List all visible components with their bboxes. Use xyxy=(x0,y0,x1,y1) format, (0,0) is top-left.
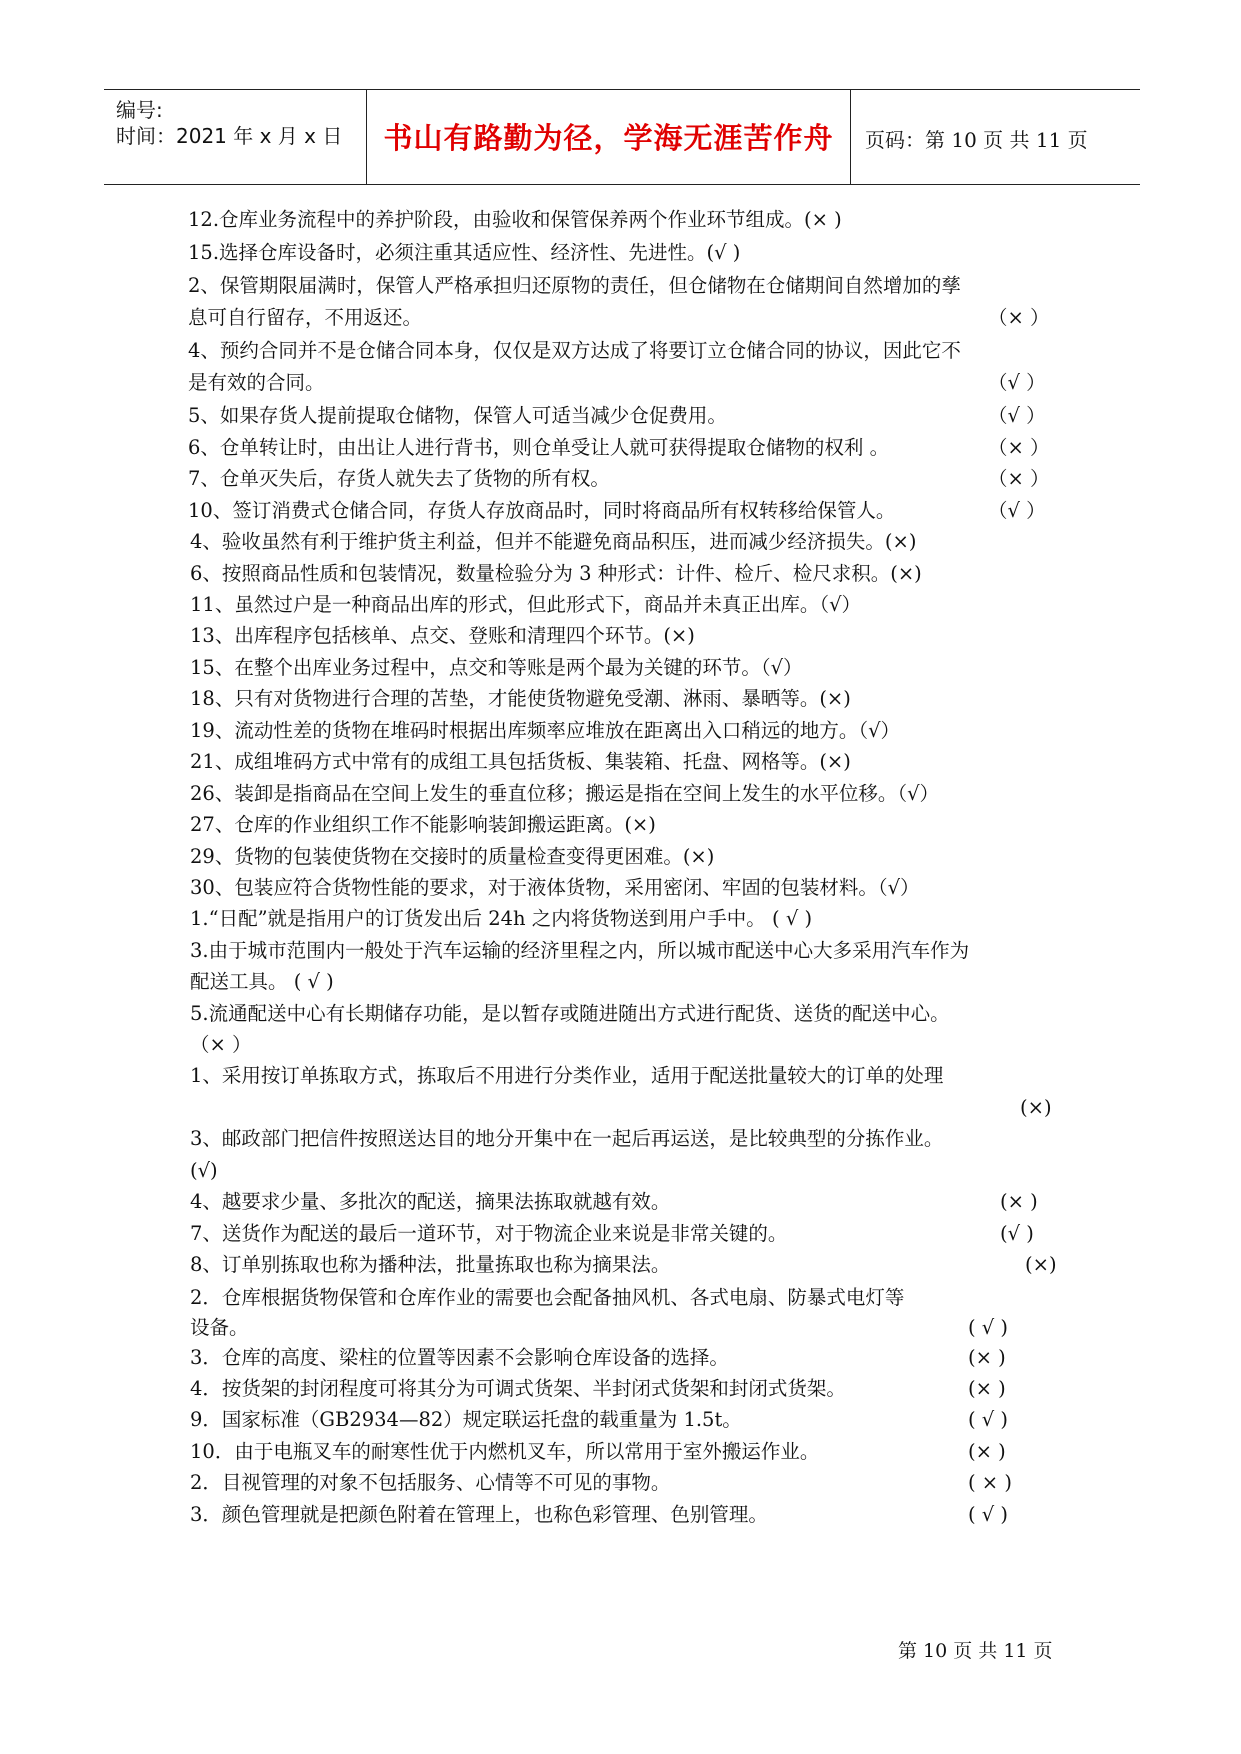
question-line: 18、只有对货物进行合理的苫垫，才能使货物避免受潮、淋雨、暴晒等。(×) xyxy=(190,687,851,710)
header-meta-cell xyxy=(104,90,367,184)
question-line: 配送工具。 ( √ ) xyxy=(190,970,334,993)
answer-mark: （× ） xyxy=(988,306,1050,329)
motto: 书山有路勤为径，学海无涯苦作舟 xyxy=(383,121,834,155)
question-line: 8、订单别拣取也称为播种法，批量拣取也称为摘果法。 xyxy=(190,1253,671,1276)
question-line: 19、流动性差的货物在堆码时根据出库频率应堆放在距离出入口稍远的地方。（√） xyxy=(190,719,900,742)
question-line: 10、签订消费式仓储合同，存货人存放商品时，同时将商品所有权转移给保管人。 xyxy=(188,499,896,522)
question-line: 4．按货架的封闭程度可将其分为可调式货架、半封闭式货架和封闭式货架。 xyxy=(190,1377,846,1400)
question-line: 是有效的合同。 xyxy=(188,371,325,394)
answer-mark: ( √ ) xyxy=(968,1316,1009,1339)
answer-mark: (×) xyxy=(1020,1096,1052,1119)
question-line: 1、采用按订单拣取方式，拣取后不用进行分类作业，适用于配送批量较大的订单的处理 xyxy=(190,1064,944,1087)
answer-mark: (× ) xyxy=(968,1440,1006,1463)
question-line: 29、货物的包装使货物在交接时的质量检查变得更困难。(×) xyxy=(190,845,715,868)
question-line: 设备。 xyxy=(190,1316,249,1339)
document-header xyxy=(104,89,1140,185)
question-line: 1.“日配”就是指用户的订货发出后 24h 之内将货物送到用户手中。 ( √ ) xyxy=(190,907,813,930)
question-line: 30、包装应符合货物性能的要求，对于液体货物，采用密闭、牢固的包装材料。（√） xyxy=(190,876,920,899)
answer-mark: ( √ ) xyxy=(968,1503,1009,1526)
answer-mark: (× ) xyxy=(1000,1190,1038,1213)
question-line: (√) xyxy=(190,1159,218,1182)
number-label: 编号: xyxy=(116,98,163,122)
question-line: 15.选择仓库设备时，必须注重其适应性、经济性、先进性。(√ ) xyxy=(188,241,741,264)
question-line: 6、按照商品性质和包装情况，数量检验分为 3 种形式：计件、检斤、检尺求积。(×) xyxy=(190,562,922,585)
question-line: 6、仓单转让时，由出让人进行背书，则仓单受让人就可获得提取仓储物的权利 。 xyxy=(188,436,890,459)
question-line: 2、保管期限届满时，保管人严格承担归还原物的责任，但仓储物在仓储期间自然增加的孳 xyxy=(188,274,961,297)
answer-mark: (× ) xyxy=(968,1346,1006,1369)
question-line: 11、虽然过户是一种商品出库的形式，但此形式下，商品并未真正出库。（√） xyxy=(190,593,861,616)
question-line: 2．仓库根据货物保管和仓库作业的需要也会配备抽风机、各式电扇、防暴式电灯等 xyxy=(190,1286,905,1309)
answer-mark: (×) xyxy=(1025,1253,1057,1276)
question-line: 10．由于电瓶叉车的耐寒性优于内燃机叉车，所以常用于室外搬运作业。 xyxy=(190,1440,820,1463)
question-line: 12.仓库业务流程中的养护阶段，由验收和保管保养两个作业环节组成。(× ) xyxy=(188,208,842,231)
question-line: 4、预约合同并不是仓储合同本身，仅仅是双方达成了将要订立仓储合同的协议，因此它不 xyxy=(188,339,961,362)
question-line: 5、如果存货人提前提取仓储物，保管人可适当减少仓促费用。 xyxy=(188,404,727,427)
header-motto-cell xyxy=(367,90,851,184)
answer-mark: （√ ） xyxy=(988,499,1046,522)
question-line: 27、仓库的作业组织工作不能影响装卸搬运距离。(×) xyxy=(190,813,656,836)
question-line: 息可自行留存，不用返还。 xyxy=(188,306,423,329)
question-line: 3．颜色管理就是把颜色附着在管理上，也称色彩管理、色别管理。 xyxy=(190,1503,768,1526)
answer-mark: ( √ ) xyxy=(968,1408,1009,1431)
answer-mark: （× ） xyxy=(988,467,1050,490)
question-line: 26、装卸是指商品在空间上发生的垂直位移；搬运是指在空间上发生的水平位移。（√） xyxy=(190,782,939,805)
answer-mark: （× ） xyxy=(988,436,1050,459)
question-line: 13、出库程序包括核单、点交、登账和清理四个环节。(×) xyxy=(190,624,695,647)
answer-mark: (× ) xyxy=(968,1377,1006,1400)
question-line: 5.流通配送中心有长期储存功能，是以暂存或随进随出方式进行配货、送货的配送中心。 xyxy=(190,1002,950,1025)
question-line: 3．仓库的高度、梁柱的位置等因素不会影响仓库设备的选择。 xyxy=(190,1346,729,1369)
answer-mark: (√ ) xyxy=(1000,1222,1034,1245)
question-line: 4、验收虽然有利于维护货主利益，但并不能避免商品积压，进而减少经济损失。(×) xyxy=(190,530,917,553)
answer-mark: （√ ） xyxy=(988,404,1046,427)
question-line: 9．国家标准（GB2934—82）规定联运托盘的载重量为 1.5t。 xyxy=(190,1408,742,1431)
question-line: （× ） xyxy=(190,1033,252,1056)
page-footer: 第 10 页 共 11 页 xyxy=(898,1640,1053,1662)
question-line: 3、邮政部门把信件按照送达目的地分开集中在一起后再运送，是比较典型的分拣作业。 xyxy=(190,1127,944,1150)
question-line: 7、仓单灭失后，存货人就失去了货物的所有权。 xyxy=(188,467,610,490)
question-line: 7、送货作为配送的最后一道环节，对于物流企业来说是非常关键的。 xyxy=(190,1222,788,1245)
question-line: 15、在整个出库业务过程中，点交和等账是两个最为关键的环节。（√） xyxy=(190,656,803,679)
page-info: 页码：第 10 页 共 11 页 xyxy=(865,128,1088,152)
question-line: 2．目视管理的对象不包括服务、心情等不可见的事物。 xyxy=(190,1471,671,1494)
question-line: 21、成组堆码方式中常有的成组工具包括货板、集装箱、托盘、网格等。(×) xyxy=(190,750,851,773)
question-line: 3.由于城市范围内一般处于汽车运输的经济里程之内，所以城市配送中心大多采用汽车作为 xyxy=(190,939,970,962)
answer-mark: ( × ) xyxy=(968,1471,1012,1494)
answer-mark: （√ ） xyxy=(988,371,1046,394)
time-label: 时间：2021 年 x 月 x 日 xyxy=(116,124,343,148)
question-line: 4、越要求少量、多批次的配送，摘果法拣取就越有效。 xyxy=(190,1190,671,1213)
header-page-cell xyxy=(851,90,1140,184)
